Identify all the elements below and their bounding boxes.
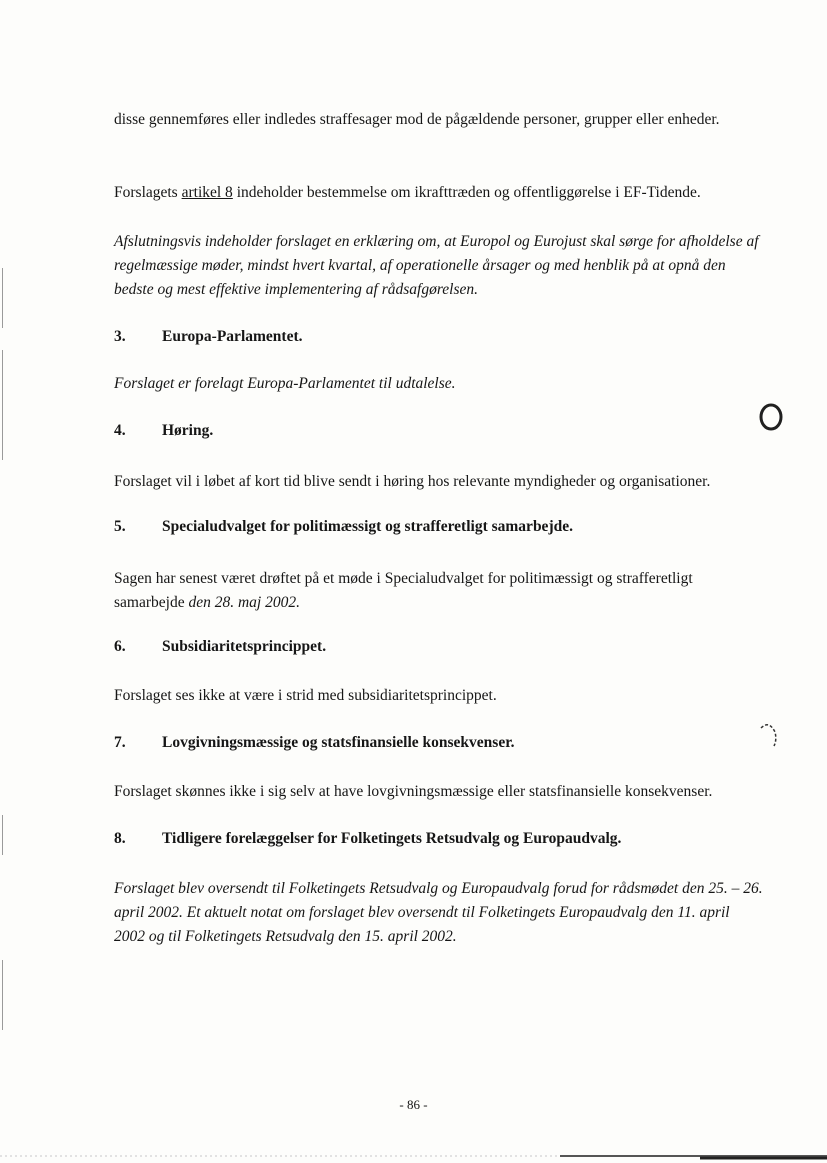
committee-text: Sagen har senest været drøftet på et møde i Specialudvalget for politimæssigt og strafferetligt samarbejde <box>114 570 693 611</box>
scan-left-edge <box>2 350 3 460</box>
scan-bottom-edge <box>0 1148 827 1163</box>
section-heading-6 <box>114 636 794 658</box>
section-number: 7. <box>114 734 126 751</box>
paragraph-hearing: Forslaget vil i løbet af kort tid blive sendt i høring hos relevante myndigheder og organisationer. <box>114 473 711 490</box>
paragraph-continuation: disse gennemføres eller indledes straffesager mod de pågældende personer, grupper eller enheder. <box>114 111 720 128</box>
paragraph-previous-submissions: Forslaget blev oversendt til Folketingets Retsudvalg og Europaudvalg forud for rådsmødet den 25. – 26. april 2002. Et aktuelt notat om forslaget blev oversendt til Folketingets Europaudvalg den 11. april 2002 og til Folketingets Retsudvalg den 15. april 2002. <box>114 880 763 945</box>
section-title: Høring. <box>162 422 214 439</box>
committee-date: den 28. maj 2002. <box>188 594 300 611</box>
section-title: Lovgivningsmæssige og statsfinansielle konsekvenser. <box>162 734 515 751</box>
section-title: Specialudvalget for politimæssigt og strafferetligt samarbejde. <box>162 518 573 535</box>
paragraph-consequences: Forslaget skønnes ikke i sig selv at have lovgivningsmæssige eller statsfinansielle konsekvenser. <box>114 783 713 800</box>
section-number: 3. <box>114 328 126 345</box>
section-number: 6. <box>114 638 126 655</box>
paragraph-subsidiarity: Forslaget ses ikke at være i strid med subsidiaritetsprincippet. <box>114 687 497 704</box>
scan-left-edge <box>2 268 3 328</box>
punch-hole-mark <box>755 400 789 434</box>
punch-hole-mark <box>755 718 785 752</box>
section-heading-5 <box>114 516 794 538</box>
section-heading-4 <box>114 420 794 442</box>
article8-text-before: Forslagets <box>114 184 182 201</box>
page-number: - 86 - <box>399 1097 428 1112</box>
paragraph-parliament: Forslaget er forelagt Europa-Parlamentet til udtalelse. <box>114 375 456 392</box>
section-heading-7 <box>114 732 794 754</box>
section-title: Europa-Parlamentet. <box>162 328 303 345</box>
scan-left-edge <box>2 815 3 855</box>
section-title: Subsidiaritetsprincippet. <box>162 638 327 655</box>
section-number: 8. <box>114 830 126 847</box>
section-number: 5. <box>114 518 126 535</box>
scan-left-edge <box>2 960 3 1030</box>
paragraph-declaration: Afslutningsvis indeholder forslaget en erklæring om, at Europol og Eurojust skal sørge for afholdelse af regelmæssige møder, mindst hvert kvartal, af operationelle årsager og med henblik på at opnå den bedste og mest effektive implementering af rådsafgørelsen. <box>114 233 759 298</box>
paragraph-article8 <box>114 181 774 205</box>
section-number: 4. <box>114 422 126 439</box>
section-heading-3 <box>114 326 794 348</box>
paragraph-committee <box>114 567 754 615</box>
article8-link[interactable]: artikel 8 <box>181 184 233 201</box>
section-heading-8 <box>114 828 794 850</box>
section-title: Tidligere forelæggelser for Folketingets Retsudvalg og Europaudvalg. <box>162 830 622 847</box>
article8-text-after: indeholder bestemmelse om ikrafttræden og offentliggørelse i EF-Tidende. <box>232 184 701 201</box>
